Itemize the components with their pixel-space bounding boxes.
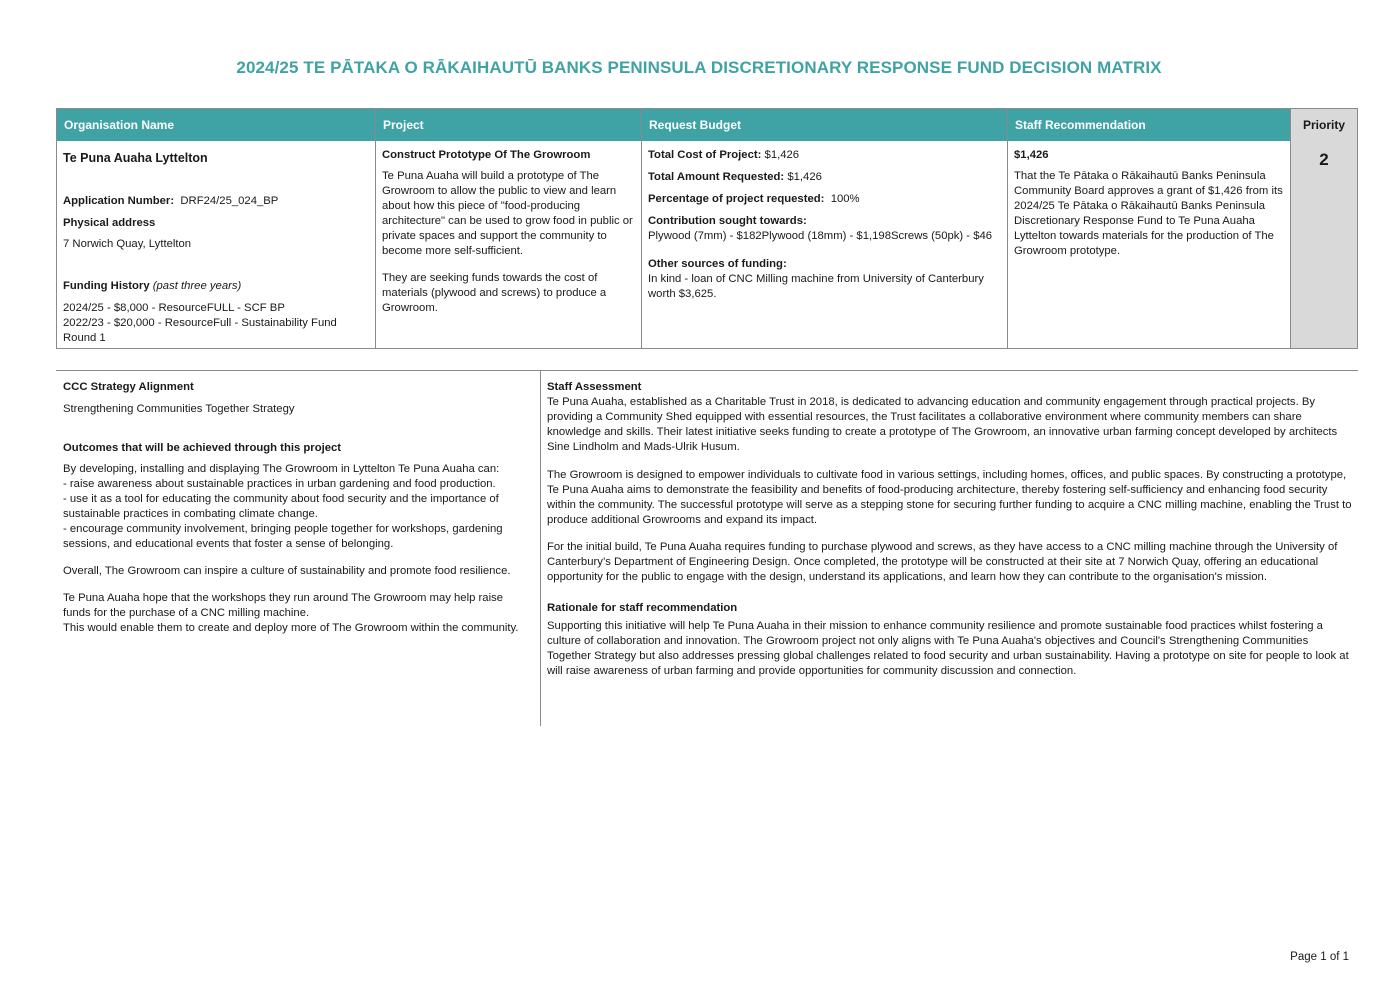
application-number <box>63 194 369 209</box>
total-requested-label: Total Amount Requested: <box>648 171 785 183</box>
workshops-hope-continued: This would enable them to create and deploy more of The Growroom within the community. <box>63 622 519 634</box>
funding-history-heading <box>63 279 369 294</box>
staff-assessment-heading: Staff Assessment <box>547 381 642 393</box>
outcomes-heading: Outcomes that will be achieved through this project <box>63 442 342 454</box>
header-budget: Request Budget <box>642 109 1007 141</box>
assessment-section <box>56 370 1358 726</box>
organisation-name: Te Puna Auaha Lyttelton <box>63 151 208 165</box>
percentage-value: 100% <box>830 193 860 205</box>
percentage-requested <box>648 192 1001 207</box>
contribution-label: Contribution sought towards: <box>648 215 807 227</box>
funding-history-note: (past three years) <box>152 280 242 292</box>
funding-history-item: 2024/25 - $8,000 - ResourceFULL - SCF BP <box>63 302 285 314</box>
header-organisation: Organisation Name <box>57 109 375 141</box>
contribution-value: Plywood (7mm) - $182Plywood (18mm) - $1,198Screws (50pk) - $46 <box>648 230 993 242</box>
priority-cell <box>1291 141 1357 348</box>
total-cost-value: $1,426 <box>764 149 800 161</box>
project-funding-note: They are seeking funds towards the cost of materials (plywood and screws) to produce a Growroom. <box>382 272 607 314</box>
application-number-value: DRF24/25_024_BP <box>180 195 279 207</box>
total-cost-label: Total Cost of Project: <box>648 149 762 161</box>
outcomes-intro: By developing, installing and displaying The Growroom in Lyttelton Te Puna Auaha can: <box>63 463 500 475</box>
rationale-text: Supporting this initiative will help Te Puna Auaha in their mission to enhance community resilience and promote sustainable food practices whilst fostering a culture of collaboration and innovation. The Growroom project not only aligns with Te Puna Auaha's objectives and Council's Strengthening Communities Together Strategy but also addresses pressing global challenges related to food security and urban sustainability. Having a prototype on site for people to look at will raise awareness of urban farming and provide opportunities for community discussion and connection. <box>547 620 1349 677</box>
outcome-item: - raise awareness about sustainable practices in urban gardening and food production. <box>63 478 496 490</box>
outcome-item: - use it as a tool for educating the community about food security and the importance of sustainable practices in combating climate change. <box>63 493 499 520</box>
application-number-label: Application Number: <box>63 195 175 207</box>
total-requested-value: $1,426 <box>787 171 822 183</box>
project-cell <box>376 141 641 348</box>
staff-assessment-column <box>541 371 1358 726</box>
strategy-heading: CCC Strategy Alignment <box>63 381 194 393</box>
document-title: 2024/25 TE PĀTAKA O RĀKAIHAUTŪ BANKS PENINSULA DISCRETIONARY RESPONSE FUND DECISION MATRIX <box>236 58 1162 77</box>
assessment-paragraph: Te Puna Auaha, established as a Charitable Trust in 2018, is dedicated to advancing education and community engagement through practical projects. By providing a Community Shed equipped with essential resources, the Trust facilitates a collaborative environment where community members can share knowledge and skills. Their latest initiative seeks funding to create a prototype of The Growroom, an innovative urban farming concept developed by architects Sine Lindholm and Mads-Ulrik Husum. <box>547 396 1338 453</box>
workshops-hope: Te Puna Auaha hope that the workshops they run around The Growroom may help raise funds for the purchase of a CNC milling machine. <box>63 592 504 619</box>
funding-history-item: 2022/23 - $20,000 - ResourceFull - Sustainability Fund Round 1 <box>63 317 337 344</box>
project-title: Construct Prototype Of The Growroom <box>382 149 591 161</box>
total-requested <box>648 170 1001 185</box>
decision-matrix-table <box>56 108 1358 349</box>
strategy-column <box>56 371 541 726</box>
organisation-cell <box>57 141 375 348</box>
header-project: Project <box>376 109 641 141</box>
recommendation-amount: $1,426 <box>1014 149 1049 161</box>
priority-value: 2 <box>1319 150 1329 169</box>
header-priority: Priority <box>1291 109 1357 141</box>
budget-cell <box>642 141 1007 348</box>
organisation-column <box>57 109 376 348</box>
budget-column <box>642 109 1008 348</box>
percentage-label: Percentage of project requested: <box>648 193 825 205</box>
other-funding-value: In kind - loan of CNC Milling machine from University of Canterbury worth $3,625. <box>648 273 984 300</box>
assessment-paragraph: The Growroom is designed to empower individuals to cultivate food in various settings, including homes, offices, and public spaces. By constructing a prototype, Te Puna Auaha aims to demonstrate the feasibility and benefits of food-producing architecture, thereby fostering self-sufficiency and enhancing food security within the community. The successful prototype will serve as a stepping stone for securing further funding to acquire a CNC milling machine, enabling the Trust to produce additional Growrooms and expand its impact. <box>547 469 1352 526</box>
project-description: Te Puna Auaha will build a prototype of The Growroom to allow the public to view and learn about how this piece of "food-producing architecture" can be used to grow food in public or private spaces and support the community to become more self-sufficient. <box>382 170 633 257</box>
total-cost <box>648 148 1001 163</box>
priority-column <box>1291 109 1357 348</box>
page-number: Page 1 of 1 <box>1290 951 1349 963</box>
recommendation-text: That the Te Pātaka o Rākaihautū Banks Peninsula Community Board approves a grant of $1,426 from its 2024/25 Te Pātaka o Rākaihautū Banks Peninsula Discretionary Response Fund to Te Puna Auaha Lyttelton towards materials for the production of The Growroom prototype. <box>1014 170 1283 257</box>
project-column <box>376 109 642 348</box>
address-label: Physical address <box>63 217 156 229</box>
other-funding-label: Other sources of funding: <box>648 258 787 270</box>
address-value: 7 Norwich Quay, Lyttelton <box>63 238 192 250</box>
assessment-paragraph: For the initial build, Te Puna Auaha requires funding to purchase plywood and screws, as they have access to a CNC milling machine through the University of Canterbury’s Department of Engineering Design. Once completed, the prototype will be constructed at their site at 7 Norwich Quay, offering an educational opportunity for the public to engage with the design, understand its applications, and learn how they can contribute to the organisation's mission. <box>547 541 1338 583</box>
recommendation-column <box>1008 109 1291 348</box>
header-recommendation: Staff Recommendation <box>1008 109 1290 141</box>
rationale-heading: Rationale for staff recommendation <box>547 602 738 614</box>
outcomes-overall: Overall, The Growroom can inspire a culture of sustainability and promote food resilience. <box>63 565 511 577</box>
outcome-item: - encourage community involvement, bringing people together for workshops, gardening sessions, and educational events that foster a sense of belonging. <box>63 523 503 550</box>
recommendation-cell <box>1008 141 1290 348</box>
funding-history-label: Funding History <box>63 280 150 292</box>
strategy-text: Strengthening Communities Together Strategy <box>63 403 295 415</box>
